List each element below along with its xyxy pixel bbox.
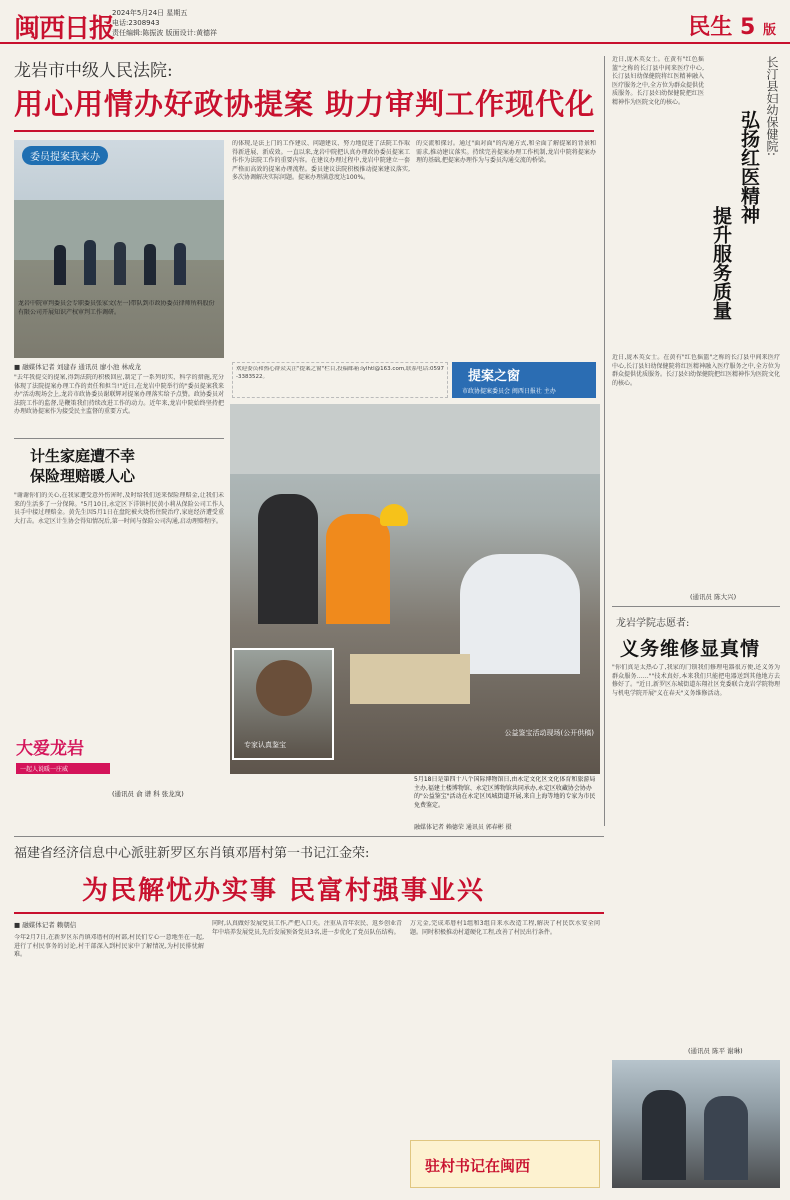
divider [14, 912, 604, 914]
lead-byline: ■ 融媒体记者 刘建春 通讯员 廖小池 林成龙 [14, 363, 141, 371]
newspaper-logo: 闽西日报 [14, 14, 115, 44]
person-figure [642, 1090, 686, 1180]
bottom-headline: 为民解忧办实事 民富村强事业兴 [82, 876, 486, 906]
column-divider [604, 56, 605, 826]
right-vertical-kicker: 长汀县妇幼保健院: [765, 56, 779, 157]
person-figure [258, 494, 318, 624]
logo-sub: 一起人说暖一庄威 [16, 763, 110, 774]
issue-date: 2024年5月24日 星期五 [112, 9, 188, 17]
volunteer-photo [612, 1060, 780, 1188]
appraisal-caption: 5月18日是第四十八个国际博物馆日,由永定文化区文化体育和旅游局主办,福建土楼博物馆、永定区博物馆共同承办,永定区收藏协会协办的"公益鉴宝"活动在永定区凤城街道开展,来自上海等地的专家为市民免费鉴定。 [414, 776, 596, 809]
dalong-logo [16, 740, 110, 802]
expert-figure [460, 554, 580, 674]
insurance-body: "谢谢你们的关心,在我家遭受意外伤害时,及时给我们送来保险理赔金,让我们未来的生活多了一分保障。"5月10日,永定区下洋镇村民黄小莉从保险公司工作人员手中接过理赔金。黄先生因5月1日在盘陀被火烧伤住院治疗,家庭经济遭受重大打击。永定区计生协会得知情况后,第一时间与保险公司沟通,启动理赔程序。 [14, 492, 224, 525]
column-tag-text: 驻村书记在闽西 [425, 1157, 531, 1175]
inset-photo [232, 648, 334, 760]
divider [612, 606, 780, 607]
proposal-window-banner [452, 362, 596, 398]
masthead-editors: 责任编辑:陈振波 版面设计:黄德祥 [112, 29, 217, 37]
banner-sub: 市政协提案委员会 闽西日报社 主办 [462, 388, 556, 395]
bottom-kicker: 福建省经济信息中心派驻新罗区东肖镇邓厝村第一书记江金荣: [14, 846, 370, 861]
person-figure [114, 242, 126, 285]
lead-col2: 的体现,是法上门的工作建议、问题建议、努力地促进了法院工作取得新进展、新成效。一直以来,龙岩中院把认真办理政协委员提案工作作为法院工作的重要内容。在建议办理过程中,龙岩中院建立一套严格而高效的提案办理流程。委员建议法院积极推动提案建议落实,多次协调解决实际问题。提案办理满意度达100%。 [232, 140, 410, 182]
inset-label: 专家认真鉴宝 [244, 741, 286, 749]
masthead-phone: 电话:2308943 [112, 19, 160, 27]
right-vertical-headline-1: 弘扬红医精神 [738, 110, 760, 224]
masthead-meta [112, 8, 217, 38]
lead-col1: "去年我提交的提案,得到法院的积极回应,制定了一系列切实、科学的措施,充分体现了法院提案办理工作的责任和担当!"近日,在龙岩中院举行的"委员提案我来办"活动现场会上,龙岩市政协委员谢联辉对提案办理落实给予点赞。政协委员对法院工作的监督,是鞭策我们持续改进工作的动力。近年来,龙岩中院始终坚持把办理政协提案作为接受民主监督的重要方式。 [14, 374, 224, 416]
person-figure [256, 660, 312, 716]
right-col-byline: (通讯员 陈大兴) [690, 593, 737, 601]
table-shape [350, 654, 470, 704]
bottom-col3: 万元金,完成邓厝村1组和3组自来水改造工程,解决了村民饮水安全问题。同时积极推动村道硬化工程,改善了村民出行条件。 [410, 920, 600, 936]
section-label [688, 10, 776, 41]
bottom-col2: 同时,认真做好发展党员工作,严把入口关。注重从青年农民、返乡创业青年中培养发展党员,先后发展预备党员3名,进一步优化了党员队伍结构。 [212, 920, 402, 936]
photo-tag: 委员提案我来办 [22, 146, 108, 165]
notice-box [232, 362, 448, 398]
photo-label: 公益鉴宝活动现场(公开供稿) [504, 729, 594, 737]
volunteer-body: "你们真是太热心了,我家的门锁我们修理电器很方便,还义务为群众服务……""技术真好,本来我们只能把电器送到其他地方去修好了。"近日,新罗区东城街道东翔社区党委联合龙岩学院物理与机电学院开展"义在春天"义务维修活动。 [612, 664, 780, 697]
right-col-text-b: 近日,庞木英女士。在黄有"红色摇篮"之称的长汀县中间来医疗中心,长汀县妇幼保健院将红医精神融入医疗服务之中,全方位为群众提供优质服务。长汀县妇幼保健院把红医精神作为医院文化的核心。 [612, 354, 780, 387]
lead-headline: 用心用情办好政协提案 助力审判工作现代化 [14, 87, 596, 121]
bottom-col1: 今年2月7日,在新罗区东肖镇邓厝村的村部,村民们专心一意地坐在一起,进行了村民事务的讨论,村干部深入到村民家中了解情况,为村民排忧解难。 [14, 934, 204, 959]
divider [14, 130, 594, 132]
person-figure [704, 1096, 748, 1180]
storefront-shape [230, 404, 600, 474]
banner-title: 提案之窗 [468, 369, 521, 384]
lead-photo [14, 140, 224, 358]
lead-photo-caption: 龙岩中院审判委员会专职委员张家文(左一)带队到市政协委员律师所料股份有限公司开展知识产权审判工作调研。 [18, 300, 215, 316]
column-tag [410, 1140, 600, 1188]
section-name: 民生 [688, 15, 733, 40]
insurance-credit: (通讯员 俞 谱 科 张龙岚) [112, 790, 184, 798]
right-col-text-a: 近日,庞木英女士。在黄有"红色摇篮"之称的长汀县中间来医疗中心,长汀县妇幼保健院将红医精神融入医疗服务之中,全方位为群众提供优质服务。长汀县妇幼保健院把红医精神作为医院文化的核心。 [612, 56, 704, 106]
lead-col3: 的交流和探讨。通过"面对面"的沟通方式,和全面了解提案的背景和需求,推动建议落实。持续完善提案办理工作机制,龙岩中院将提案办理的基础,把提案办理作为与委员沟通交流的桥梁。 [416, 140, 596, 165]
insurance-headline: 计生家庭遭不幸 保险理赔暖人心 [30, 447, 136, 485]
notice-text: 欢迎委员和热心群众关注"提案之窗"栏目,投稿邮箱:lylhtl@163.com,联系电话:0597-3383522。 [236, 366, 444, 380]
hardhat-shape [380, 504, 408, 526]
person-figure [54, 245, 66, 285]
logo-text: 大爱龙岩 [16, 739, 84, 759]
masthead [0, 0, 790, 44]
bottom-byline: ■ 融媒体记者 赖朝信 [14, 921, 77, 929]
person-figure [84, 240, 96, 285]
right-vertical-headline-2: 提升服务质量 [710, 206, 732, 320]
person-figure [326, 514, 390, 624]
volunteer-kicker: 龙岩学院志愿者: [616, 618, 690, 629]
page-number: 5 [740, 15, 756, 40]
page-suffix: 版 [762, 23, 776, 38]
volunteer-byline: (通讯员 陈平 谢琳) [688, 1047, 743, 1055]
lead-kicker: 龙岩市中级人民法院: [14, 61, 173, 81]
appraisal-byline: 融媒体记者 赖德荣 通讯员 郭春彬 摄 [414, 824, 512, 831]
person-figure [144, 244, 156, 285]
volunteer-headline: 义务维修显真情 [620, 638, 761, 660]
person-figure [174, 243, 186, 285]
divider [14, 438, 224, 439]
divider [14, 836, 604, 837]
